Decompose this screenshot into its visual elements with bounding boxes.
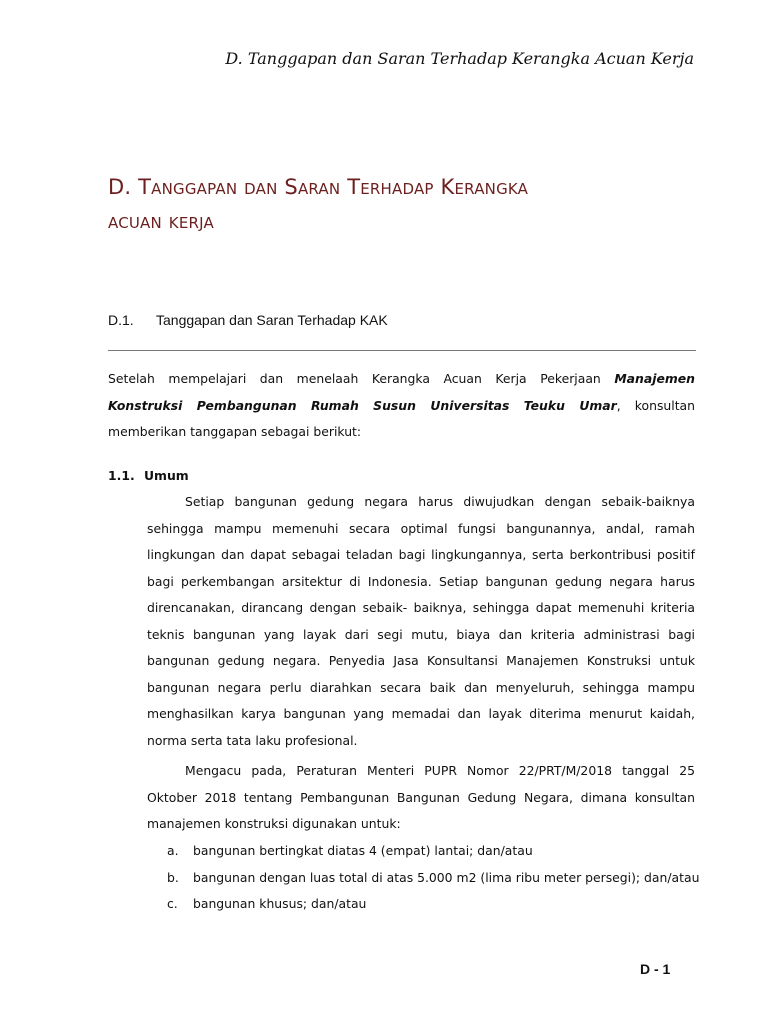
list-item	[147, 838, 707, 865]
intro-text-after: , konsultan memberikan tanggapan sebagai berikut:	[108, 397, 695, 439]
list-item-text: bangunan khusus; dan/atau	[193, 896, 367, 911]
subsection-title: Umum	[144, 468, 189, 483]
body-paragraph-1: Setiap bangunan gedung negara harus diwujudkan dengan sebaik-baiknya sehingga mampu memenuhi secara optimal fungsi bangunannya, andal, ramah lingkungan dan dapat sebagai teladan bagi lingkungannya, serta berkontribusi positif bagi perkembangan arsitektur di Indonesia. Setiap bangunan gedung negara harus direncanakan, dirancang dengan sebaik- baiknya, sehingga dapat memenuhi kriteria teknis bangunan yang layak dari segi mutu, biaya dan kriteria administrasi bagi bangunan gedung negara. Penyedia Jasa Konsultansi Manajemen Konstruksi untuk bangunan negara perlu diarahkan secara baik dan menyeluruh, sehingga mampu menghasilkan karya bangunan yang memadai dan layak diterima menurut kaidah, norma serta tata laku profesional.	[147, 494, 695, 748]
page-number: D - 1	[640, 961, 671, 977]
section-title: Tanggapan dan Saran Terhadap KAK	[156, 312, 388, 328]
criteria-list	[147, 838, 707, 918]
chapter-title-line-2: acuan kerja	[108, 209, 214, 233]
subsection-number: 1.1.	[108, 468, 135, 483]
intro-paragraph	[108, 366, 695, 446]
subsection-heading	[108, 468, 189, 483]
list-item-text: bangunan bertingkat diatas 4 (empat) lantai; dan/atau	[193, 843, 533, 858]
project-name: Manajemen Konstruksi Pembangunan Rumah Susun Universitas Teuku Umar	[108, 371, 695, 413]
list-item	[147, 891, 707, 918]
list-marker: c.	[167, 896, 178, 911]
running-header: D. Tanggapan dan Saran Terhadap Kerangka Acuan Kerja	[225, 49, 694, 68]
list-marker: b.	[167, 869, 179, 885]
chapter-title-line-1: D. Tanggapan dan Saran Terhadap Kerangka	[108, 175, 529, 199]
section-heading	[108, 312, 388, 328]
section-divider	[108, 350, 696, 351]
list-item	[147, 865, 707, 892]
list-marker: a.	[167, 843, 179, 858]
body-paragraph-2: Mengacu pada, Peraturan Menteri PUPR Nomor 22/PRT/M/2018 tanggal 25 Oktober 2018 tentang Pembangunan Bangunan Gedung Negara, dimana konsultan manajemen konstruksi digunakan untuk:	[147, 763, 695, 831]
list-item-text: bangunan dengan luas total di atas 5.000 m2 (lima ribu meter persegi); dan/atau	[193, 869, 700, 885]
chapter-title	[108, 170, 708, 238]
intro-text-before: Setelah mempelajari dan menelaah Kerangka Acuan Kerja Pekerjaan	[108, 371, 615, 386]
section-number: D.1.	[108, 312, 134, 328]
